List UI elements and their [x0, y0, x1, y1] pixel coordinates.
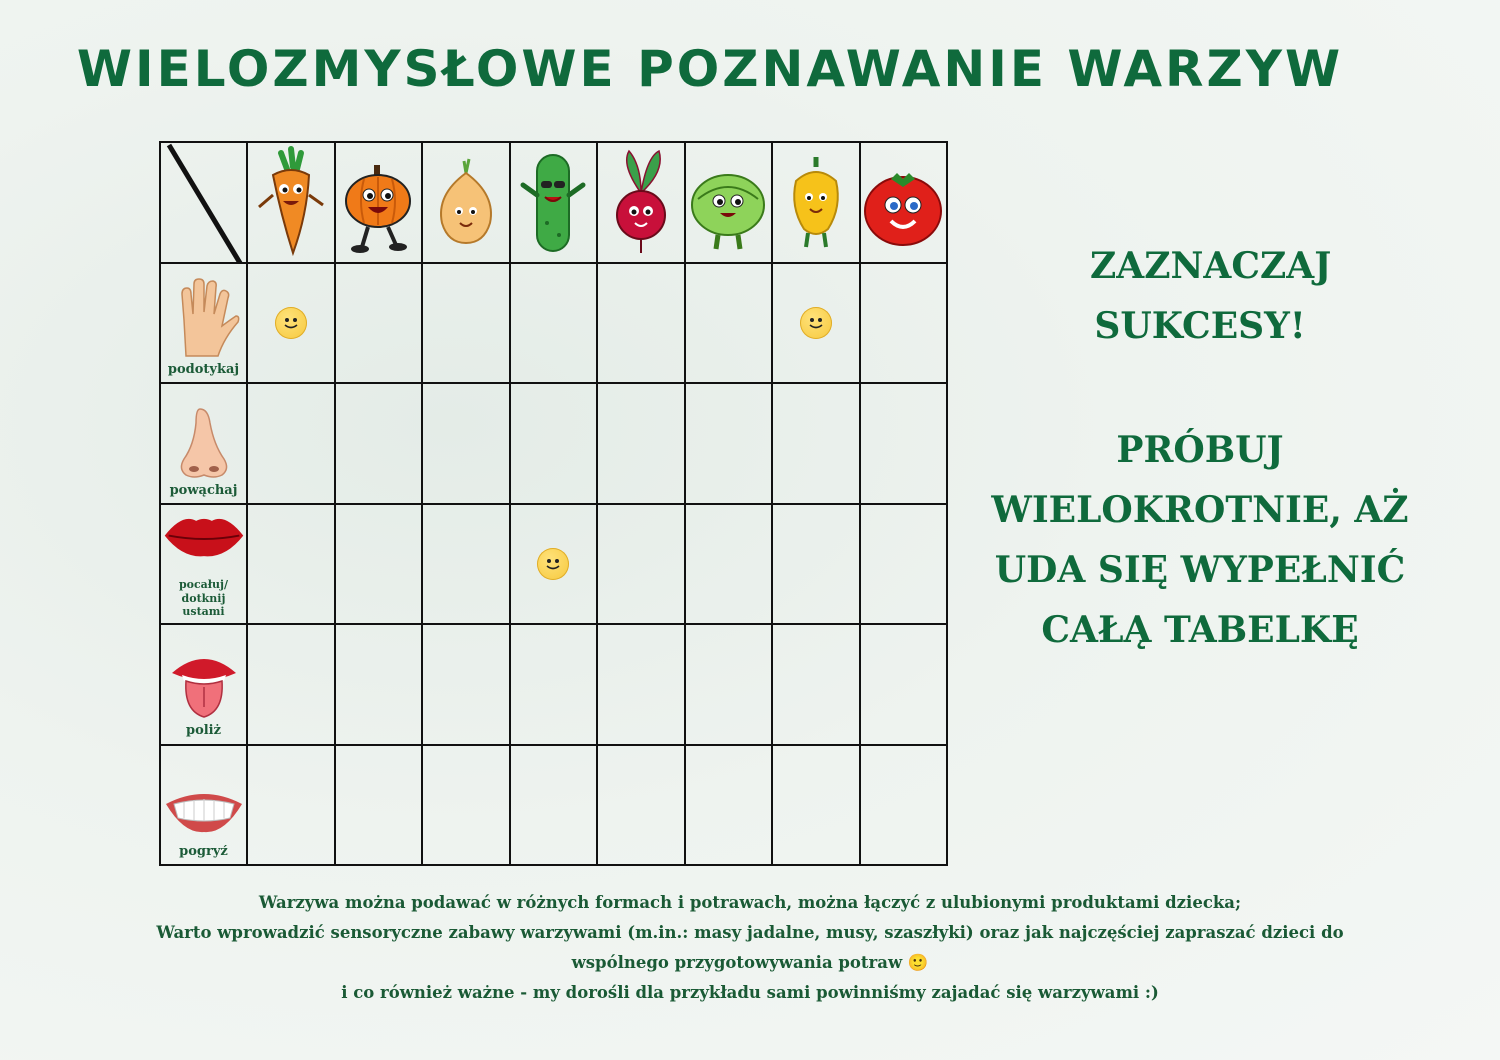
header-tomato: [861, 143, 949, 264]
mark-cell[interactable]: [598, 264, 686, 384]
row-label: powąchaj: [169, 482, 238, 498]
mark-cell[interactable]: [511, 746, 599, 866]
diagonal-line: [161, 143, 248, 264]
mark-cell[interactable]: [423, 746, 511, 866]
mark-cell[interactable]: [511, 384, 599, 504]
pumpkin-icon: [338, 145, 418, 260]
mark-cell[interactable]: [598, 505, 686, 625]
row-header-touch: [161, 264, 248, 384]
header-cabbage: [686, 143, 774, 264]
mark-cell[interactable]: [336, 746, 424, 866]
smiley-icon: [275, 307, 307, 339]
mark-cell[interactable]: [336, 264, 424, 384]
mark-cell[interactable]: [336, 384, 424, 504]
bottom-note: [20, 888, 1480, 1008]
mark-cell[interactable]: [773, 384, 861, 504]
row-header-smell: [161, 384, 248, 504]
header-pepper: [773, 143, 861, 264]
mark-cell[interactable]: [423, 505, 511, 625]
row-label: pocałuj/ dotknij ustami: [178, 577, 229, 619]
mark-cell[interactable]: [423, 264, 511, 384]
mark-cell[interactable]: [248, 505, 336, 625]
mark-cell[interactable]: [423, 625, 511, 745]
row-header-lick: [161, 625, 248, 745]
mark-cell[interactable]: [686, 746, 774, 866]
mark-cell[interactable]: [773, 505, 861, 625]
mark-cell[interactable]: [598, 625, 686, 745]
side-heading: ZAZNACZAJ SUKCESY!: [1090, 245, 1332, 347]
row-header-kiss: [161, 505, 248, 625]
mark-cell[interactable]: [248, 746, 336, 866]
mark-cell[interactable]: [773, 264, 861, 384]
carrot-icon: [251, 145, 331, 260]
bottom-line-3: wspólnego przygotowywania potraw 🙂: [571, 953, 929, 972]
mark-cell[interactable]: [248, 264, 336, 384]
smiley-icon: [537, 548, 569, 580]
mark-cell[interactable]: [861, 625, 949, 745]
mark-cell[interactable]: [686, 625, 774, 745]
header-pumpkin: [336, 143, 424, 264]
tomato-icon: [861, 145, 945, 260]
mark-cell[interactable]: [336, 505, 424, 625]
mark-cell[interactable]: [511, 625, 599, 745]
mark-cell[interactable]: [248, 384, 336, 504]
mark-cell[interactable]: [773, 625, 861, 745]
mark-cell[interactable]: [861, 264, 949, 384]
row-header-bite: [161, 746, 248, 866]
row-label: podotykaj: [167, 362, 240, 378]
mark-cell[interactable]: [423, 384, 511, 504]
mark-cell[interactable]: [598, 384, 686, 504]
mark-cell[interactable]: [861, 505, 949, 625]
mark-cell[interactable]: [773, 746, 861, 866]
mark-cell[interactable]: [686, 505, 774, 625]
cucumber-icon: [513, 145, 593, 260]
row-label: poliż: [185, 723, 222, 739]
mark-cell[interactable]: [861, 384, 949, 504]
mark-cell[interactable]: [686, 384, 774, 504]
page-title: WIELOZMYSŁOWE POZNAWANIE WARZYW: [76, 40, 1344, 98]
pepper-icon: [776, 145, 856, 260]
mark-cell[interactable]: [686, 264, 774, 384]
side-body: PRÓBUJ WIELOKROTNIE, AŻ UDA SIĘ WYPEŁNIĆ CAŁĄ TABELKĘ: [991, 429, 1409, 651]
lips-icon: [162, 513, 246, 558]
nose-icon: [174, 405, 234, 481]
tongue-icon: [168, 651, 240, 721]
header-onion: [423, 143, 511, 264]
header-beet: [598, 143, 686, 264]
smiley-icon: [800, 307, 832, 339]
cabbage-icon: [688, 145, 768, 260]
mark-cell[interactable]: [861, 746, 949, 866]
bottom-line-1: Warzywa można podawać w różnych formach i potrawach, można łączyć z ulubionymi produktami dziecka;: [258, 893, 1242, 912]
mark-cell[interactable]: [336, 625, 424, 745]
onion-icon: [426, 145, 506, 260]
header-carrot: [248, 143, 336, 264]
header-cucumber: [511, 143, 599, 264]
corner-cell: [161, 143, 248, 264]
mark-cell[interactable]: [248, 625, 336, 745]
mark-cell[interactable]: [598, 746, 686, 866]
row-label: pogryź: [179, 843, 228, 859]
mark-cell[interactable]: [511, 505, 599, 625]
vegetable-sense-table: [159, 141, 948, 866]
beet-icon: [601, 145, 681, 260]
bottom-line-2: Warto wprowadzić sensoryczne zabawy warzywami (m.in.: masy jadalne, musy, szaszłyki) oraz jak najczęściej zapraszać dzieci do: [156, 923, 1344, 942]
bottom-line-4: i co również ważne - my dorośli dla przykładu sami powinniśmy zajadać się warzywami :): [341, 983, 1159, 1002]
hand-icon: [168, 276, 240, 360]
mark-cell[interactable]: [511, 264, 599, 384]
teeth-icon: [164, 784, 244, 834]
